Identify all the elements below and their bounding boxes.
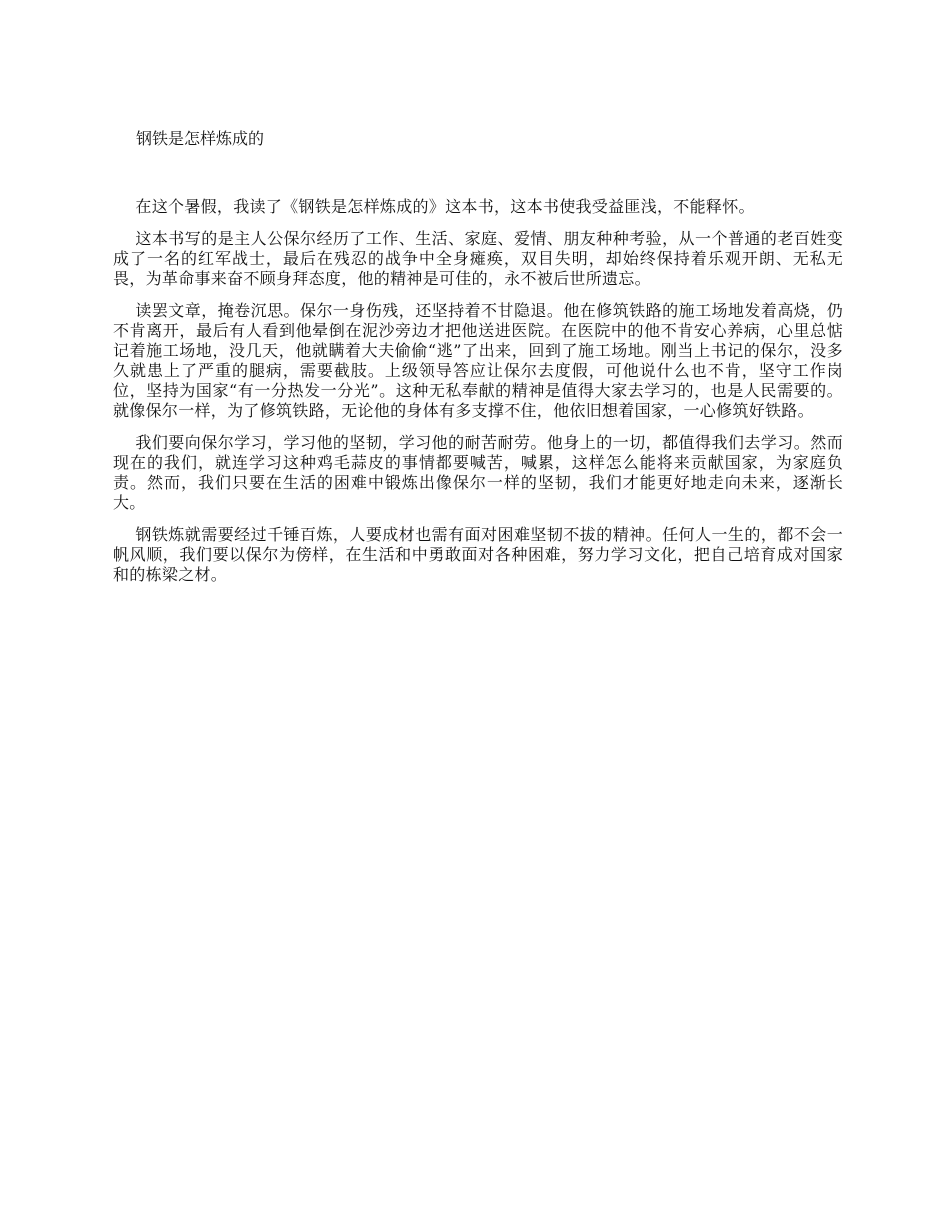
paragraph-5: 钢铁炼就需要经过千锤百炼，人要成材也需有面对困难坚韧不拔的精神。任何人一生的，都不会一帆风顺，我们要以保尔为傍样，在生活和中勇敢面对各种困难，努力学习文化，把自己培育成对国家和的栋梁之材。 bbox=[113, 525, 843, 584]
paragraph-1: 在这个暑假，我读了《钢铁是怎样炼成的》这本书，这本书使我受益匪浅，不能释怀。 bbox=[135, 197, 755, 216]
paragraph-3: 读罢文章，掩卷沉思。保尔一身伤残，还坚持着不甘隐退。他在修筑铁路的施工场地发着高烧，仍不肯离开，最后有人看到他晕倒在泥沙旁边才把他送进医院。在医院中的他不肯安心养病，心里总惦记着施工场地，没几天，他就瞒着大夫偷偷“逃”了出来，回到了施工场地。刚当上书记的保尔，没多久就患上了严重的腿病，需要截肢。上级领导答应让保尔去度假，可他说什么也不肯，坚守工作岗位，坚持为国家“有一分热发一分光”。这种无私奉献的精神是值得大家去学习的，也是人民需要的。就像保尔一样，为了修筑铁路，无论他的身体有多支撑不住，他依旧想着国家，一心修筑好铁路。 bbox=[113, 301, 843, 420]
document-body bbox=[113, 197, 843, 597]
paragraph-2: 这本书写的是主人公保尔经历了工作、生活、家庭、爱情、朋友种种考验，从一个普通的老百姓变成了一名的红军战士，最后在残忍的战争中全身瘫痪，双目失明，却始终保持着乐观开朗、无私无畏，为革命事来奋不顾身拜态度，他的精神是可佳的，永不被后世所遗忘。 bbox=[113, 229, 843, 288]
paragraph-4: 我们要向保尔学习，学习他的坚韧，学习他的耐苦耐劳。他身上的一切，都值得我们去学习。然而现在的我们，就连学习这种鸡毛蒜皮的事情都要喊苦，喊累，这样怎么能将来贡献国家，为家庭负责。然而，我们只要在生活的困难中锻炼出像保尔一样的坚韧，我们才能更好地走向未来，逐渐长大。 bbox=[113, 433, 843, 512]
document-title: 钢铁是怎样炼成的 bbox=[136, 129, 265, 148]
